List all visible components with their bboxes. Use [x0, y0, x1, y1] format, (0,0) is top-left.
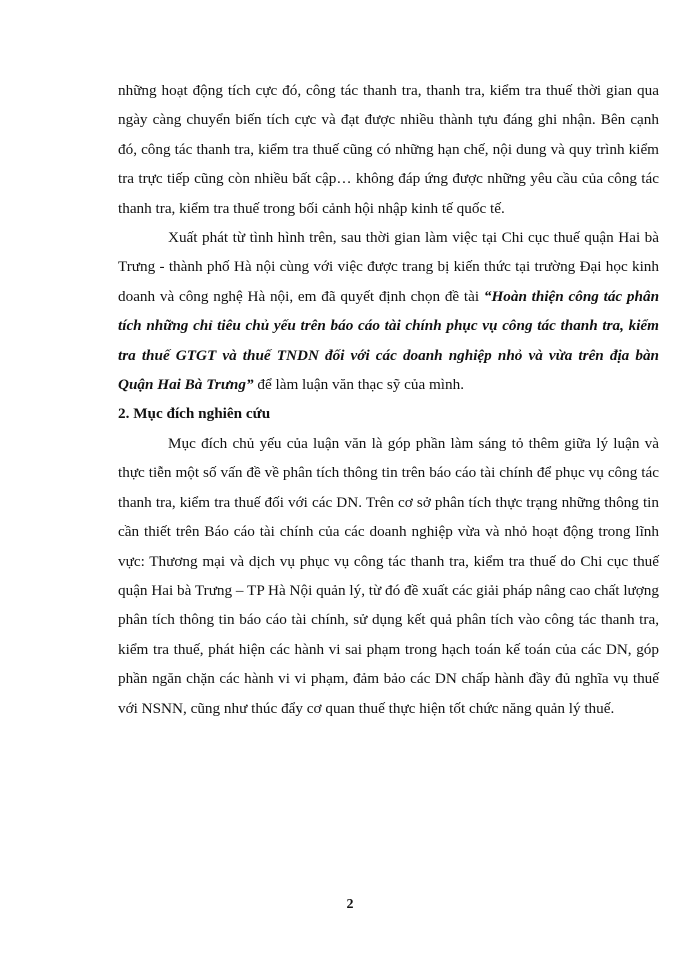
topic-lead: Xuất phát từ tình hình trên, sau thời gian làm việc tại Chi cục thuế quận Hai bà Trưng - thành phố Hà nội cùng với việc được trang bị kiến thức tại trường Đại học kinh doanh và công nghệ Hà nội, em đã quyết định chọn đề tài [118, 229, 659, 305]
intro-paragraph-end: những hoạt động tích cực đó, công tác thanh tra, thanh tra, kiểm tra thuế thời gian qua ngày càng chuyển biến tích cực và đạt được nhiều thành tựu đáng ghi nhận. Bên cạnh đó, công tác thanh tra, kiểm tra thuế cũng có những hạn chế, nội dung và quy trình kiểm tra trực tiếp cũng còn nhiều bất cập… không đáp ứng được những yêu cầu của công tác thanh tra, kiểm tra thuế trong bối cảnh hội nhập kinh tế quốc tế. [118, 82, 659, 217]
thesis-title: “Hoàn thiện công tác phân tích những chỉ tiêu chủ yếu trên báo cáo tài chính phục vụ công tác thanh tra, kiểm tra thuế GTGT và thuế TNDN đối với các doanh nghiệp nhỏ và vừa trên địa bàn Quận Hai Bà Trưng” [118, 287, 660, 394]
topic-tail: để làm luận văn thạc sỹ của mình. [253, 376, 465, 394]
topic-paragraph [118, 223, 659, 399]
purpose-paragraph: Mục đích chủ yếu của luận văn là góp phần làm sáng tỏ thêm giữa lý luận và thực tiễn một số vấn đề về phân tích thông tin trên báo cáo tài chính để phục vụ công tác thanh tra, kiểm tra thuế đối với các DN. Trên cơ sở phân tích thực trạng những thông tin cần thiết trên Báo cáo tài chính của các doanh nghiệp vừa và nhỏ hoạt động trong lĩnh vực: Thương mại và dịch vụ phục vụ công tác thanh tra, kiểm tra thuế do Chi cục thuế quận Hai bà Trưng – TP Hà Nội quản lý, từ đó đề xuất các giải pháp nâng cao chất lượng phân tích thông tin báo cáo tài chính, sử dụng kết quả phân tích vào công tác thanh tra, kiểm tra thuế, phát hiện các hành vi sai phạm trong hạch toán kế toán của các DN, góp phần ngăn chặn các hành vi vi phạm, đảm bảo các DN chấp hành đầy đủ nghĩa vụ thuế với NSNN, cũng như thúc đẩy cơ quan thuế thực hiện tốt chức năng quản lý thuế. [118, 434, 659, 717]
section-heading: 2. Mục đích nghiên cứu [118, 405, 271, 423]
page-number: 2 [346, 897, 354, 912]
page-body [118, 76, 659, 723]
